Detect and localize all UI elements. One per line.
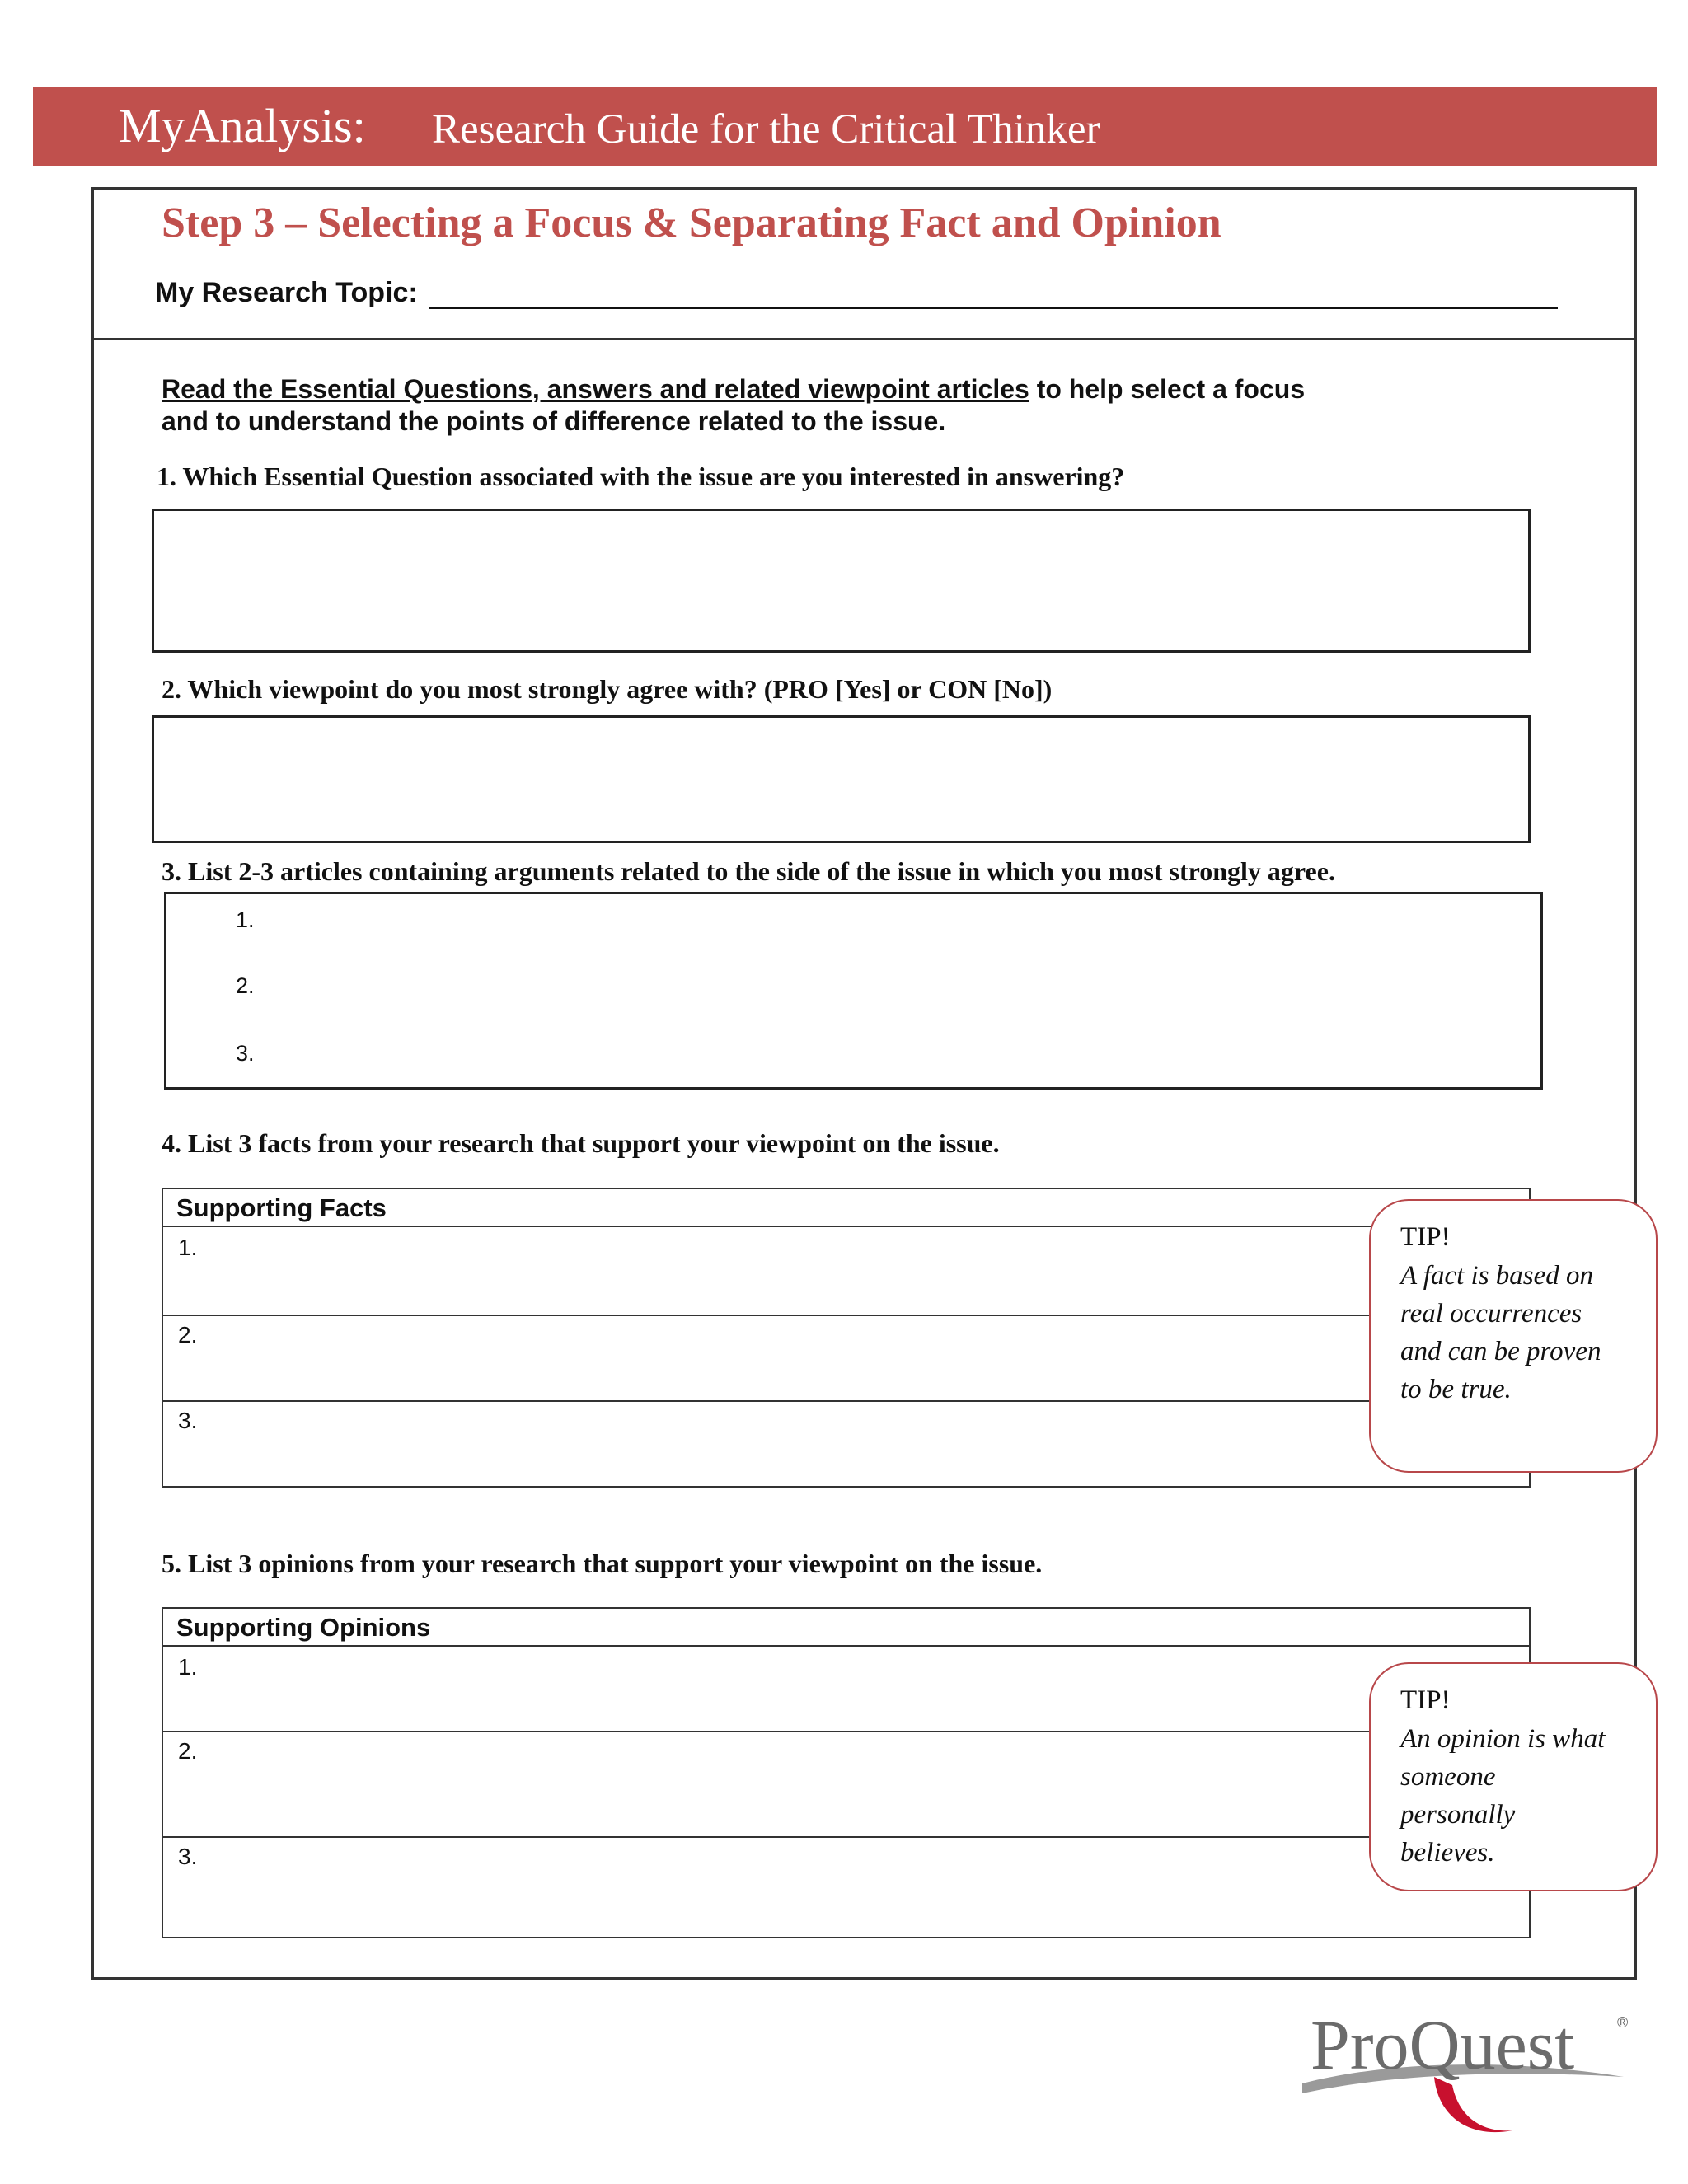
article-number: 3. [236,1041,255,1066]
logo-q-tail [1434,2077,1512,2132]
logo-registered: ® [1617,2014,1629,2031]
proquest-logo [1294,1994,1640,2143]
tip-body: A fact is based on real occurrences and can be proven to be true. [1400,1261,1601,1404]
table-row[interactable]: 3. [178,1408,198,1433]
question-5: 5. List 3 opinions from your research that support your viewpoint on the issue. [162,1549,1043,1578]
table-header: Supporting Opinions [176,1613,431,1642]
table-divider [163,1400,1529,1402]
tip-title: TIP! [1400,1222,1451,1252]
tip-title: TIP! [1400,1685,1451,1715]
article-number: 2. [236,973,255,998]
table-divider [163,1226,1529,1227]
intro-instructions [162,373,1447,438]
logo-text: ProQuest [1311,2005,1575,2084]
table-row[interactable]: 1. [178,1235,198,1260]
header-banner [33,87,1657,166]
question-4: 4. List 3 facts from your research that support your viewpoint on the issue. [162,1128,1000,1158]
supporting-opinions-table [162,1607,1531,1938]
research-topic-label: My Research Topic: [155,277,418,308]
banner-subtitle: Research Guide for the Critical Thinker [432,106,1100,152]
table-divider [163,1836,1529,1838]
question-1: 1. Which Essential Question associated with the issue are you interested in answering? [157,462,1125,491]
page-title: Step 3 – Selecting a Focus & Separating Fact and Opinion [162,199,1221,246]
answer-box-2[interactable] [152,715,1531,843]
table-header: Supporting Facts [176,1193,387,1222]
table-divider [163,1315,1529,1316]
intro-rest: to help select a focus [1029,374,1306,404]
table-divider [163,1645,1529,1647]
question-2: 2. Which viewpoint do you most strongly agree with? (PRO [Yes] or CON [No]) [162,674,1053,704]
table-row[interactable]: 2. [178,1738,198,1764]
answer-box-1[interactable] [152,509,1531,653]
intro-underlined: Read the Essential Questions, answers and related viewpoint articles [162,374,1029,404]
tip-body: An opinion is what someone personally believes. [1400,1724,1606,1868]
question-3: 3. List 2-3 articles containing arguments related to the side of the issue in which you most strongly agree. [162,856,1335,886]
research-topic-input[interactable] [429,307,1558,309]
tip-fact [1369,1199,1658,1473]
brand-title: MyAnalysis: [119,99,366,152]
table-row[interactable]: 1. [178,1654,198,1680]
header-divider [91,338,1637,340]
supporting-facts-table [162,1188,1531,1488]
article-number: 1. [236,907,255,932]
table-row[interactable]: 2. [178,1322,198,1347]
tip-opinion [1369,1662,1658,1891]
table-row[interactable]: 3. [178,1844,198,1869]
intro-line2: and to understand the points of difference related to the issue. [162,406,946,436]
articles-box[interactable] [164,892,1543,1090]
table-divider [163,1731,1529,1732]
